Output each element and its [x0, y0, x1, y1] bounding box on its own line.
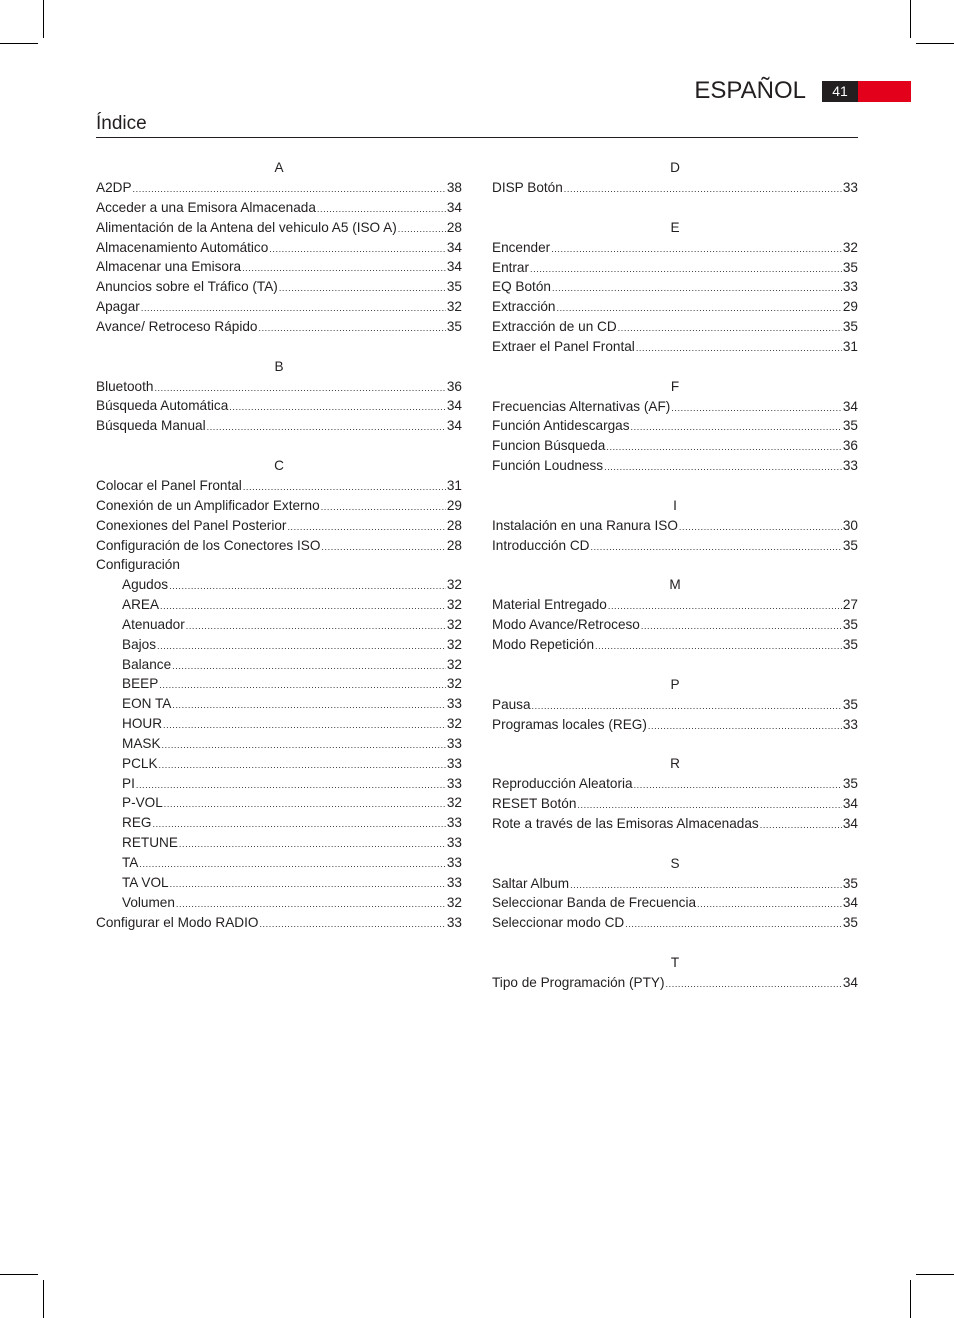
- index-entry-label: Anuncios sobre el Tráfico (TA): [96, 279, 278, 295]
- group-spacer: [492, 933, 858, 953]
- dot-leader: [269, 240, 446, 260]
- dot-leader: [671, 399, 842, 419]
- index-entry-label: Bluetooth: [96, 378, 154, 394]
- dot-leader: [321, 538, 445, 558]
- dot-leader: [608, 597, 842, 617]
- index-letter-heading: A: [274, 160, 284, 175]
- dot-leader: [136, 776, 446, 796]
- index-letter-heading: I: [673, 497, 677, 513]
- index-entry-page: 32: [842, 239, 858, 255]
- index-entry-page: 33: [842, 279, 858, 295]
- dot-leader: [229, 398, 446, 418]
- index-entry-label: Introducción CD: [492, 537, 590, 553]
- page-number-badge: 41: [822, 81, 858, 102]
- index-entry-page: 33: [446, 855, 462, 870]
- index-entry-label: REG: [122, 815, 152, 831]
- group-spacer: [96, 436, 462, 456]
- index-entry: [492, 774, 858, 794]
- index-entry-page: 34: [446, 199, 462, 215]
- dot-leader: [666, 975, 842, 995]
- index-entry: [96, 734, 462, 754]
- index-entry-page: 33: [446, 874, 462, 890]
- index-entry-label: RESET Botón: [492, 796, 577, 812]
- index-letter-heading: S: [670, 855, 680, 871]
- index-entry-page: 35: [446, 279, 462, 295]
- index-entry: [96, 913, 462, 933]
- index-entry: [492, 238, 858, 258]
- index-entry-page: 32: [446, 299, 462, 315]
- index-entry-page: 34: [842, 815, 858, 831]
- index-entry: [492, 277, 858, 297]
- index-entry-label: Modo Repetición: [492, 637, 595, 653]
- index-entry-page: 35: [842, 418, 858, 434]
- index-entry-page: 35: [842, 696, 858, 712]
- index-entry: [492, 258, 858, 278]
- index-entry-label: Configuración de los Conectores ISO: [96, 537, 321, 553]
- index-entry: [492, 536, 858, 556]
- index-entry: [492, 397, 858, 417]
- index-entry: [492, 595, 858, 615]
- dot-leader: [590, 538, 841, 558]
- index-entry-page: 33: [842, 180, 858, 195]
- dot-leader: [552, 279, 842, 299]
- dot-leader: [159, 676, 446, 696]
- dot-leader: [321, 498, 446, 518]
- index-entry-label: Búsqueda Manual: [96, 418, 206, 434]
- index-entry: [492, 456, 858, 476]
- index-entry-label: Función Antidescargas: [492, 418, 630, 434]
- index-entry: [96, 615, 462, 635]
- index-entry: [96, 655, 462, 675]
- index-entry: [96, 277, 462, 297]
- index-entry: [96, 218, 462, 238]
- index-letter-heading: T: [670, 955, 680, 970]
- index-entry-page: 31: [842, 338, 858, 354]
- index-entry-page: 34: [842, 975, 858, 990]
- index-letter-heading: C: [274, 457, 284, 473]
- index-letter-heading: F: [670, 378, 680, 394]
- index-entry-page: 34: [842, 398, 858, 414]
- index-entry-page: 35: [842, 637, 858, 653]
- index-entry: [96, 238, 462, 258]
- index-entry-page: 35: [446, 318, 462, 334]
- index-entry-label: PI: [122, 775, 135, 791]
- index-column-right: [492, 158, 858, 993]
- group-spacer: [492, 357, 858, 377]
- group-spacer: [492, 198, 858, 218]
- index-entry-label: BEEP: [122, 676, 159, 692]
- index-entry-page: 30: [842, 517, 858, 533]
- crop-mark: [916, 43, 954, 44]
- index-entry-label: AREA: [122, 597, 160, 613]
- index-entry-label: EQ Botón: [492, 279, 551, 295]
- index-entry-label: Encender: [492, 239, 551, 255]
- index-entry: [96, 595, 462, 615]
- index-entry: [96, 476, 462, 496]
- dot-leader: [636, 339, 842, 359]
- dot-leader: [634, 776, 842, 796]
- index-entry-label: Búsqueda Automática: [96, 398, 229, 414]
- index-entry-label: Conexiones del Panel Posterior: [96, 517, 287, 533]
- dot-leader: [169, 577, 446, 597]
- index-entry-label: Reproducción Aleatoria: [492, 776, 633, 792]
- index-entry-label: PCLK: [122, 755, 158, 771]
- index-entry: [96, 813, 462, 833]
- index-entry-page: 32: [446, 795, 462, 811]
- index-entry: [492, 695, 858, 715]
- index-entry-page: 35: [842, 915, 858, 931]
- index-entry-page: 33: [842, 716, 858, 732]
- index-entry-page: 28: [446, 537, 462, 553]
- index-entry: [492, 913, 858, 933]
- crop-mark: [43, 0, 44, 38]
- index-entry-label: RETUNE: [122, 835, 178, 851]
- index-entry-label: Material Entregado: [492, 597, 607, 613]
- index-entry-page: 28: [446, 517, 462, 533]
- index-entry: [492, 874, 858, 894]
- dot-leader: [641, 617, 842, 637]
- index-entry: [492, 615, 858, 635]
- index-entry: [96, 833, 462, 853]
- index-entry-page: 36: [446, 378, 462, 394]
- index-entry-label: Balance: [122, 656, 172, 672]
- index-entry-label: A2DP: [96, 180, 132, 195]
- index-entry-page: 33: [446, 815, 462, 831]
- index-entry-page: 34: [842, 796, 858, 812]
- index-entry-label: Frecuencias Alternativas (AF): [492, 398, 671, 414]
- index-entry: [96, 754, 462, 774]
- index-entry-page: 27: [842, 597, 858, 613]
- index-entry: [492, 337, 858, 357]
- index-entry-page: 32: [446, 597, 462, 613]
- group-spacer: [492, 734, 858, 754]
- dot-leader: [162, 736, 446, 756]
- index-entry-page: 35: [842, 259, 858, 275]
- index-entry-label: Atenuador: [122, 616, 185, 632]
- index-entry-page: 33: [446, 914, 462, 930]
- group-spacer: [492, 556, 858, 576]
- index-entry: [96, 873, 462, 893]
- index-entry-page: 32: [446, 676, 462, 692]
- index-entry-label: Almacenamiento Automático: [96, 239, 269, 255]
- index-entry-label: HOUR: [122, 716, 163, 732]
- crop-mark: [0, 1274, 38, 1275]
- index-entry-page: 34: [446, 239, 462, 255]
- dot-leader: [618, 319, 842, 339]
- index-entry: [96, 178, 462, 198]
- dot-leader: [648, 717, 842, 737]
- index-letter-heading: B: [274, 358, 284, 374]
- index-entry: [492, 416, 858, 436]
- index-entry: [96, 317, 462, 337]
- dot-leader: [207, 418, 446, 438]
- index-letter-heading: D: [670, 160, 680, 175]
- dot-leader: [160, 597, 446, 617]
- index-entry-label: Rote a través de las Emisoras Almacenadas: [492, 815, 759, 831]
- index-entry-label: Seleccionar modo CD: [492, 915, 625, 931]
- index-entry: [492, 297, 858, 317]
- index-entry-page: 35: [842, 319, 858, 335]
- index-entry: [96, 416, 462, 436]
- index-entry: [96, 536, 462, 556]
- index-entry-page: 32: [446, 716, 462, 732]
- index-entry-page: 32: [446, 894, 462, 910]
- dot-leader: [164, 795, 446, 815]
- dot-leader: [152, 815, 445, 835]
- crop-mark: [0, 43, 38, 44]
- language-heading: ESPAÑOL: [694, 77, 806, 104]
- index-entry-label: DISP Botón: [492, 180, 563, 195]
- dot-leader: [259, 915, 445, 935]
- index-entry-page: 34: [446, 418, 462, 434]
- index-entry: [492, 178, 858, 198]
- index-entry-page: 36: [842, 438, 858, 454]
- index-entry-page: 34: [446, 259, 462, 275]
- index-entry-label: Acceder a una Emisora Almacenada: [96, 199, 316, 215]
- index-entry: [492, 893, 858, 913]
- crop-mark: [916, 1274, 954, 1275]
- index-entry-page: 32: [446, 616, 462, 632]
- index-entry-label: Avance/ Retroceso Rápido: [96, 318, 258, 334]
- dot-leader: [551, 240, 842, 260]
- group-spacer: [96, 337, 462, 357]
- crop-mark: [43, 1280, 44, 1318]
- index-entry: [96, 635, 462, 655]
- index-column-left: [96, 158, 462, 932]
- dot-leader: [172, 657, 446, 677]
- group-spacer: [492, 655, 858, 675]
- index-entry-page: 35: [842, 537, 858, 553]
- index-entry-label: TA: [122, 855, 139, 870]
- index-entry: [96, 198, 462, 218]
- index-entry-label: Configuración: [96, 557, 180, 573]
- dot-leader: [679, 518, 842, 538]
- dot-leader: [179, 835, 446, 855]
- dot-leader: [172, 696, 446, 716]
- index-entry-label: Instalación en una Ranura ISO: [492, 517, 678, 533]
- index-entry: [492, 794, 858, 814]
- index-letter-heading: E: [670, 219, 680, 235]
- index-entry-label: Agudos: [122, 577, 169, 593]
- index-entry-label: Tipo de Programación (PTY): [492, 975, 665, 990]
- index-entry-page: 35: [842, 776, 858, 792]
- dot-leader: [595, 637, 842, 657]
- index-entry: [96, 555, 462, 575]
- index-entry-label: Apagar: [96, 299, 140, 315]
- index-entry-label: Seleccionar Banda de Frecuencia: [492, 895, 697, 911]
- index-letter-heading: P: [670, 676, 680, 692]
- index-entry-label: Almacenar una Emisora: [96, 259, 242, 275]
- accent-bar: [858, 81, 911, 102]
- index-entry-label: Conexión de un Amplificador Externo: [96, 497, 320, 513]
- index-entry-label: Volumen: [122, 894, 175, 910]
- index-entry: [96, 793, 462, 813]
- index-entry-page: 32: [446, 656, 462, 672]
- index-entry-page: 29: [446, 497, 462, 513]
- dot-leader: [139, 855, 446, 875]
- index-entry: [96, 893, 462, 913]
- index-entry-page: 35: [842, 617, 858, 633]
- dot-leader: [625, 915, 842, 935]
- dot-leader: [157, 637, 446, 657]
- index-entry-label: Extracción: [492, 299, 556, 315]
- index-entry: [492, 317, 858, 337]
- index-entry: [96, 714, 462, 734]
- dot-leader: [163, 716, 446, 736]
- index-entry: [96, 496, 462, 516]
- index-letter-heading: R: [670, 756, 680, 772]
- dot-leader: [530, 260, 842, 280]
- index-entry-page: 34: [446, 398, 462, 414]
- index-entry: [96, 257, 462, 277]
- dot-leader: [279, 279, 446, 299]
- index-entry-page: 33: [446, 755, 462, 771]
- index-entry-page: 29: [842, 299, 858, 315]
- index-entry-label: TA VOL: [122, 874, 169, 890]
- index-entry-label: Alimentación de la Antena del vehiculo A5 (ISO A): [96, 219, 397, 235]
- index-entry: [96, 377, 462, 397]
- index-entry-label: Función Loudness: [492, 458, 604, 474]
- index-entry-page: 28: [446, 219, 462, 235]
- dot-leader: [631, 418, 842, 438]
- dot-leader: [697, 895, 842, 915]
- crop-mark: [910, 1280, 911, 1318]
- index-entry-label: MASK: [122, 735, 161, 751]
- index-entry: [96, 774, 462, 794]
- index-entry-label: EON TA: [122, 696, 172, 712]
- index-entry-page: 33: [446, 835, 462, 851]
- index-letter-heading: M: [669, 577, 681, 593]
- dot-leader: [258, 319, 445, 339]
- index-entry-label: Entrar: [492, 259, 530, 275]
- dot-leader: [170, 875, 446, 895]
- index-entry-label: Colocar el Panel Frontal: [96, 477, 242, 493]
- dot-leader: [186, 617, 446, 637]
- index-entry-page: 34: [842, 895, 858, 911]
- index-entry: [492, 516, 858, 536]
- crop-mark: [910, 0, 911, 38]
- index-entry: [96, 694, 462, 714]
- index-entry-page: 38: [446, 180, 462, 195]
- dot-leader: [760, 816, 842, 836]
- index-entry-label: Pausa: [492, 696, 531, 712]
- index-entry-label: P-VOL: [122, 795, 163, 811]
- index-entry: [492, 973, 858, 993]
- index-entry-page: 33: [842, 458, 858, 474]
- index-entry-page: 32: [446, 577, 462, 593]
- index-entry: [96, 297, 462, 317]
- dot-leader: [398, 220, 446, 240]
- index-entry: [96, 396, 462, 416]
- dot-leader: [606, 438, 842, 458]
- section-title: Índice: [96, 113, 147, 134]
- index-entry-label: Saltar Album: [492, 875, 570, 891]
- index-entry: [96, 853, 462, 873]
- index-entry-label: Funcion Búsqueda: [492, 438, 606, 454]
- index-entry-page: 33: [446, 775, 462, 791]
- index-entry: [96, 674, 462, 694]
- index-entry: [96, 575, 462, 595]
- index-entry-label: Bajos: [122, 636, 157, 652]
- index-entry-page: 35: [842, 875, 858, 891]
- dot-leader: [604, 458, 842, 478]
- group-spacer: [492, 476, 858, 496]
- index-entry-page: 32: [446, 636, 462, 652]
- index-entry: [492, 814, 858, 834]
- index-entry-label: Programas locales (REG): [492, 716, 647, 732]
- index-entry-page: 33: [446, 735, 462, 751]
- index-entry: [492, 436, 858, 456]
- dot-leader: [159, 756, 446, 776]
- dot-leader: [564, 180, 842, 200]
- index-entry-label: Modo Avance/Retroceso: [492, 617, 640, 633]
- index-entry: [492, 715, 858, 735]
- index-entry-label: Extracción de un CD: [492, 319, 617, 335]
- index-entry-page: 31: [446, 477, 462, 493]
- index-entry-label: Configurar el Modo RADIO: [96, 914, 259, 930]
- title-divider: [96, 137, 858, 138]
- index-entry-page: 33: [446, 696, 462, 712]
- index-entry-label: Extraer el Panel Frontal: [492, 338, 635, 354]
- group-spacer: [492, 834, 858, 854]
- index-entry: [96, 516, 462, 536]
- index-entry: [492, 635, 858, 655]
